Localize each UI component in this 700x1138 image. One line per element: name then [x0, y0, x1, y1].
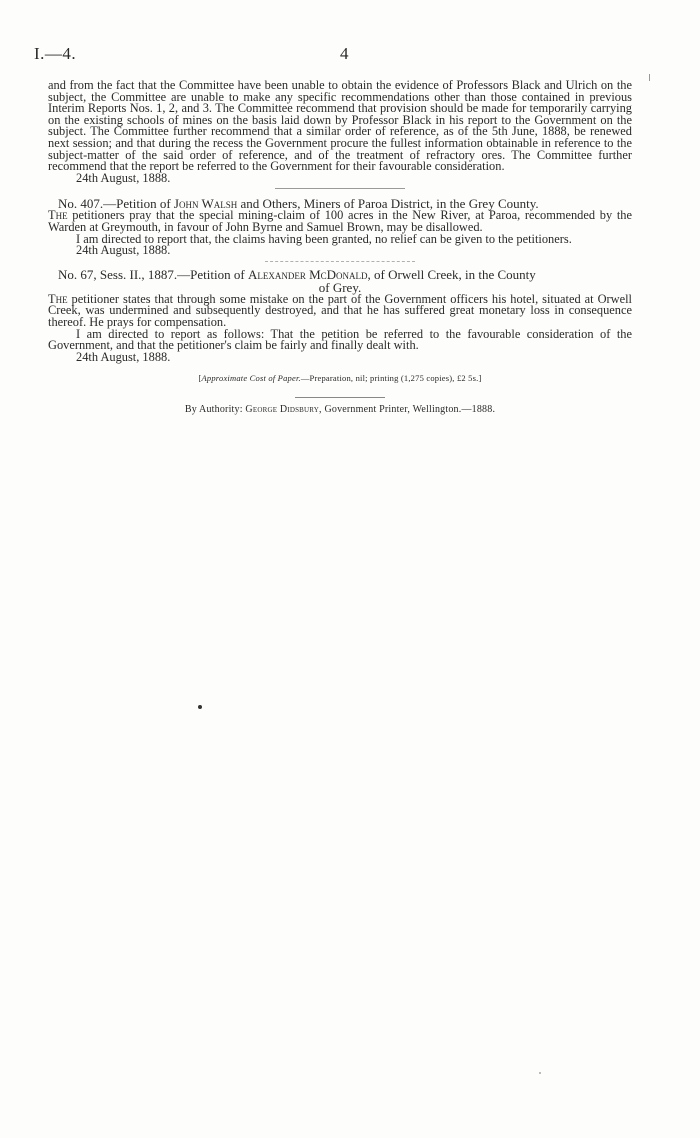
petition-67-heading-rest: , of Orwell Creek, in the County [367, 266, 536, 282]
section-divider [265, 261, 415, 262]
printer-imprint [48, 404, 632, 416]
document-body [48, 80, 632, 415]
petition-67-lead-word: The [48, 291, 68, 306]
petition-407-lead-word: The [48, 208, 68, 223]
petition-407-summary [48, 210, 632, 233]
cost-note-title: Approximate Cost of Paper. [201, 373, 301, 384]
ink-speck [539, 1072, 541, 1074]
petition-67-heading [48, 268, 632, 281]
footer-divider [295, 397, 385, 398]
document-reference: I.—4. [34, 44, 77, 63]
petition-407-section [48, 197, 632, 256]
petition-67-heading-tail: of Grey. [318, 279, 362, 295]
petition-67-summary-text: petitioner states that through some mistake on the part of the Government officers his hotel, situated at Orwell Creek, was undermined and subsequently destroyed, and that he has suffered great monetary loss in consequence thereof. He prays for compensation. [48, 291, 632, 329]
committee-report-date: 24th August, 1888. [76, 170, 171, 185]
committee-report-paragraph: and from the fact that the Committee have been unable to obtain the evidence of Professors Black and Ulrich on the subject, the Committee are unable to make any specific recommendations other than those contained in previous Interim Reports Nos. 1, 2, and 3. The Committee recommend that provision should be made for temporarily carrying on the existing schools of mines on the basis laid down by Professor Black in his report to the Government on the subject. The Committee further recommend that a similar order of reference, as of the 5th June, 1888, be renewed next session; and that during the recess the Government procure the fullest information obtainable in reference to the subject-matter of the said order of reference, and of the treatment of refractory ores. The Committee further recommend that the report be referred to the Government for their favourable consideration. [48, 78, 632, 174]
petition-67-report: I am directed to report as follows: That the petition be referred to the favourable consideration of the Government, and that the petitioner's claim be fairly and finally dealt with. [48, 326, 632, 353]
page-header [34, 44, 634, 66]
petition-407-heading-rest: and Others, Miners of Paroa District, in the Grey County. [237, 196, 539, 212]
printer-name: George Didsbury [245, 403, 320, 415]
committee-report-section [48, 80, 632, 184]
petition-67-summary [48, 291, 632, 329]
petition-407-report: I am directed to report that, the claims having been granted, no relief can be given to the petitioners. [76, 231, 572, 246]
cost-note [48, 373, 632, 385]
page-number: 4 [340, 44, 349, 63]
imprint-suffix: , Government Printer, Wellington.—1888. [319, 403, 496, 415]
imprint-prefix: By Authority: [184, 403, 246, 415]
petition-407-petitioner: John Walsh [173, 196, 238, 212]
section-divider [275, 188, 405, 189]
margin-mark [649, 74, 650, 81]
ink-dot [198, 705, 202, 709]
cost-note-bracket: [ [198, 373, 202, 384]
petition-407-number: No. 407.—Petition of [58, 196, 174, 212]
petition-67-section [48, 268, 632, 364]
petition-67-petitioner: Alexander McDonald [247, 266, 368, 282]
petition-407-date: 24th August, 1888. [76, 243, 171, 258]
petition-67-date: 24th August, 1888. [76, 349, 171, 364]
petition-67-number: No. 67, Sess. II., 1887.—Petition of [58, 266, 248, 282]
petition-407-summary-text: petitioners pray that the special mining-claim of 100 acres in the New River, at Paroa, recommended by the Warden at Greymouth, in favour of John Byrne and Samuel Brown, may be disallowed. [48, 208, 632, 234]
cost-note-text: —Preparation, nil; printing (1,275 copies), £2 5s.] [300, 373, 482, 384]
